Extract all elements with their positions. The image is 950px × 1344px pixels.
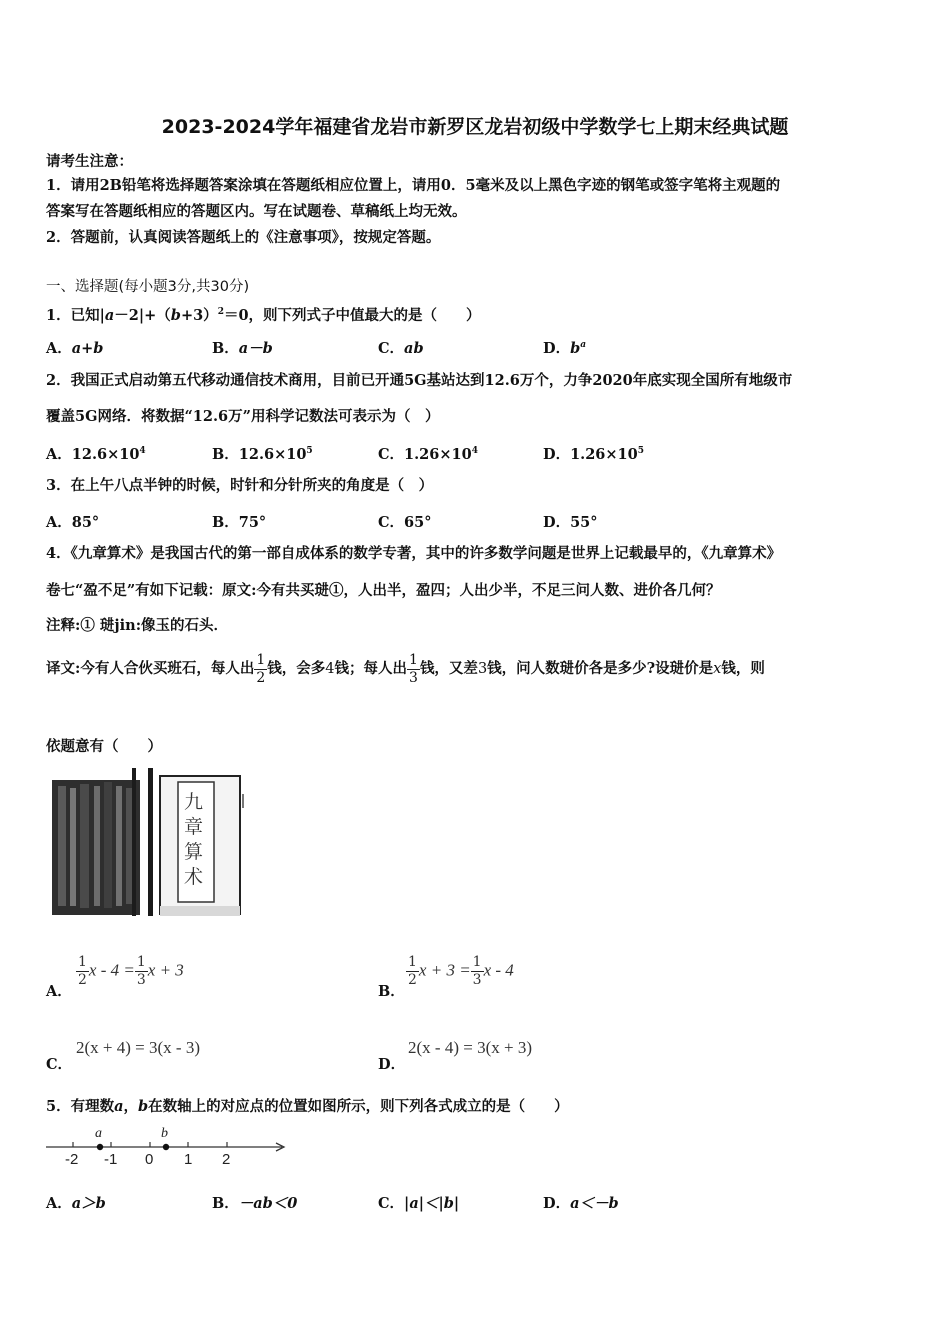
section-heading: 一、选择题(每小题3分,共30分) [46, 279, 250, 295]
question-4-note: 注释:① 琎jin:像玉的石头． [46, 617, 229, 634]
q1-option-c: C．ab [378, 340, 424, 357]
q2-option-a: A．$12.6\times 10^4$ [46, 446, 146, 463]
point-a [97, 1144, 103, 1150]
question-4-stem-end: 依题意有（ ） [46, 738, 162, 755]
question-5-stem: 5．有理数a，b在数轴上的对应点的位置如图所示，则下列各式成立的是（ ） [46, 1098, 569, 1115]
page-title: 2023-2024学年福建省龙岩市新罗区龙岩初级中学数学七上期末经典试题 [161, 116, 789, 138]
q5-option-b: B．－ab＜0 [212, 1195, 298, 1212]
q1-option-b: B．a－b [212, 340, 273, 357]
question-2-line-2: 覆盖5G网络．将数据“12.6万”用科学记数法可表示为（ ） [46, 408, 440, 425]
point-b [163, 1144, 169, 1150]
book-title: 九章算术 [184, 791, 204, 888]
q4-option-c-label: C． [46, 1056, 73, 1073]
question-4-translation: 译文:今有人合伙买班石，每人出 $\frac{1}{2}$ 钱，会多4钱；每人出 $\frac{1}{3}$ 钱，又差3钱，问人数琎价各是多少?设琎价是x钱，则 [46, 651, 765, 686]
question-1-stem: 1．已知$|a-2|+(b+3)^2=0$，则下列式子中值最大的是（ ） [46, 307, 481, 324]
q3-option-b: B．75° [212, 514, 267, 531]
q4-option-b-label: B． [378, 983, 405, 1000]
q4-option-d-label: D． [378, 1056, 406, 1073]
book-photo [50, 766, 246, 918]
q4-option-c-equation: 2(x + 4) = 3(x - 3) [76, 1038, 200, 1057]
point-a-label: a [95, 1126, 102, 1141]
tick-label: -1 [104, 1151, 118, 1168]
tick-label: 0 [145, 1151, 154, 1168]
q2-option-c: C．$1.26\times 10^4$ [378, 446, 478, 463]
q4-option-d-equation: 2(x - 4) = 3(x + 3) [408, 1038, 532, 1057]
book-illustration [50, 766, 246, 918]
point-b-label: b [161, 1126, 168, 1141]
notice-line-2: 答案写在答题纸相应的答题区内。写在试题卷、草稿纸上均无效。 [46, 203, 467, 220]
question-3-stem: 3．在上午八点半钟的时候，时针和分针所夹的角度是（ ） [46, 477, 434, 494]
q1-option-a: A．a+b [46, 340, 104, 357]
q4-option-a-label: A． [46, 983, 72, 1000]
fraction-one-third: $\frac{1}{3}$ [409, 651, 418, 686]
tick-label: 2 [222, 1151, 231, 1168]
notice-line-3: 2．答题前，认真阅读答题纸上的《注意事项》，按规定答题。 [46, 229, 441, 246]
q2-option-d: D．$1.26\times 10^5$ [543, 446, 644, 463]
q4-option-b-equation: $\frac{1}{2}$ x + 3 = $\frac{1}{3}$ x - 4 [408, 954, 514, 988]
q2-option-b: B．$12.6\times 10^5$ [212, 446, 313, 463]
q5-option-d: D．a＜－b [543, 1195, 619, 1212]
q5-option-a: A．a＞b [46, 1195, 106, 1212]
tick-label: 1 [184, 1151, 193, 1168]
tick-label: -2 [65, 1151, 79, 1168]
q3-option-d: D．55° [543, 514, 598, 531]
question-4-line-2: 卷七“盈不足”有如下记载：原文:今有共买琎①，人出半，盈四；人出少半，不足三问人数、进价各几何？ [46, 582, 721, 599]
notice-line-1: 1．请用2B铅笔将选择题答案涂填在答题纸相应位置上，请用0．5毫米及以上黑色字迹的钢笔或签字笔将主观题的 [46, 177, 781, 194]
q5-option-c: C．|a|＜|b| [378, 1195, 460, 1212]
number-line [44, 1126, 289, 1172]
q3-option-c: C．65° [378, 514, 432, 531]
q3-option-a: A．85° [46, 514, 100, 531]
question-2-line-1: 2．我国正式启动第五代移动通信技术商用，目前已开通5G基站达到12.6万个，力争2020年底实现全国所有地级市 [46, 372, 793, 389]
fraction-one-half: $\frac{1}{2}$ [256, 651, 266, 686]
question-4-line-1: 4．《九章算术》是我国古代的第一部自成体系的数学专著，其中的许多数学问题是世界上记载最早的，《九章算术》 [46, 545, 782, 562]
q1-option-d: D．$b^a$ [543, 340, 587, 357]
q4-option-a-equation: $\frac{1}{2}$ x - 4 = $\frac{1}{3}$ x + 3 [78, 954, 184, 988]
notice-heading: 请考生注意： [46, 153, 133, 170]
